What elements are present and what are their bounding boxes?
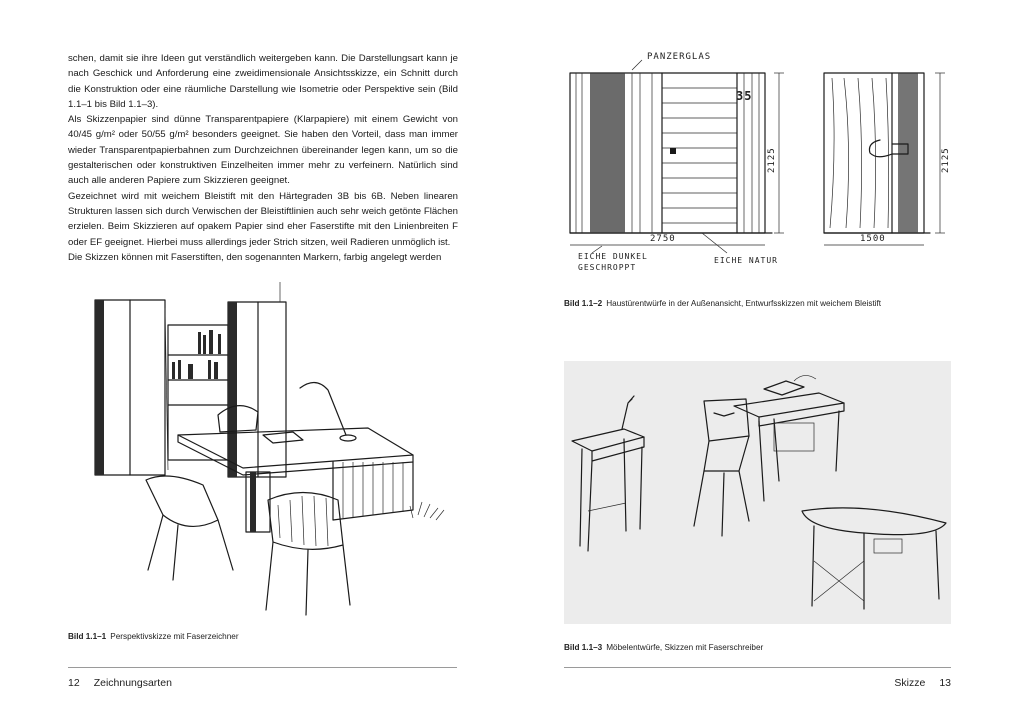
caption-number: Bild 1.1–3	[564, 643, 603, 652]
label-width-left: 2750	[650, 234, 676, 244]
figure-caption-1-2	[564, 299, 881, 308]
page-number: 13	[939, 677, 951, 689]
caption-number: Bild 1.1–1	[68, 632, 107, 641]
door-elevation-sketch	[562, 48, 954, 278]
footer-right	[894, 677, 951, 689]
figure-caption-1-3	[564, 643, 763, 652]
paragraph: schen, damit sie ihre Ideen gut verständlich weitergeben kann. Die Darstellungsart kann je nach Geschick und Anforderung eine zweidimensionale Ansichtsskizze, ein Schnitt durch die Konstruktion oder eine räumliche Darstellung wie Isometrie oder Perspektive sein (Bild 1.1–1 bis Bild 1.1–3).	[68, 53, 458, 110]
footer-left	[68, 677, 172, 689]
furniture-sketch	[564, 361, 951, 624]
footer-rule-left	[68, 667, 457, 668]
label-oak-dark: EICHE DUNKEL	[578, 252, 648, 261]
label-panzerglas: PANZERGLAS	[647, 52, 712, 62]
footer-rule-right	[564, 667, 951, 668]
caption-number: Bild 1.1–2	[564, 299, 603, 308]
caption-text: Perspektivskizze mit Faserzeichner	[110, 632, 239, 641]
caption-text: Möbelentwürfe, Skizzen mit Faserschreiber	[606, 643, 764, 652]
body-text	[68, 51, 458, 265]
label-height-left: 2125	[767, 147, 777, 173]
figure-caption-1-1	[68, 632, 239, 641]
label-height-right: 2125	[941, 147, 951, 173]
label-house-number: 35	[736, 89, 753, 103]
paragraph: Gezeichnet wird mit weichem Bleistift mit den Härtegraden 3B bis 6B. Neben linearen Strukturen lassen sich durch Verwischen der Bleistiftlinien auch sehr weich getönte Flächen erzielen. Beim Skizzieren auf opakem Papier sind eher Faserstifte mit den Linienbreiten F oder EF geeignet. Hierbei muss allerdings jeder Strich sitzen, weil Radieren unmöglich ist.	[68, 190, 458, 248]
footer-section: Skizze	[894, 677, 926, 689]
label-oak-dark-2: GESCHROPPT	[578, 263, 637, 272]
office-perspective-sketch	[68, 280, 463, 625]
label-width-right: 1500	[860, 234, 886, 244]
label-oak-natural: EICHE NATUR	[714, 256, 778, 265]
paragraph: Die Skizzen können mit Faserstiften, den sogenannten Markern, farbig angelegt werden	[68, 251, 442, 263]
page-number: 12	[68, 677, 80, 689]
paragraph: Als Skizzenpapier sind dünne Transparentpapiere (Klarpapiere) mit einem Gewicht von 40/45 g/m² oder 50/55 g/m² besonders geeignet. Sie haben den Vorteil, dass man immer wieder Transparentpapierbahnen zum Durchzeichnen übereinander legen kann, um so die gestalterischen oder konstruktiven Einzelheiten immer mehr zu verfeinern. Natürlich sind auch alle anderen Papiere zum Skizzieren geeignet.	[68, 114, 458, 187]
caption-text: Haustürentwürfe in der Außenansicht, Entwurfsskizzen mit weichem Bleistift	[606, 299, 882, 308]
footer-section: Zeichnungsarten	[93, 677, 172, 689]
